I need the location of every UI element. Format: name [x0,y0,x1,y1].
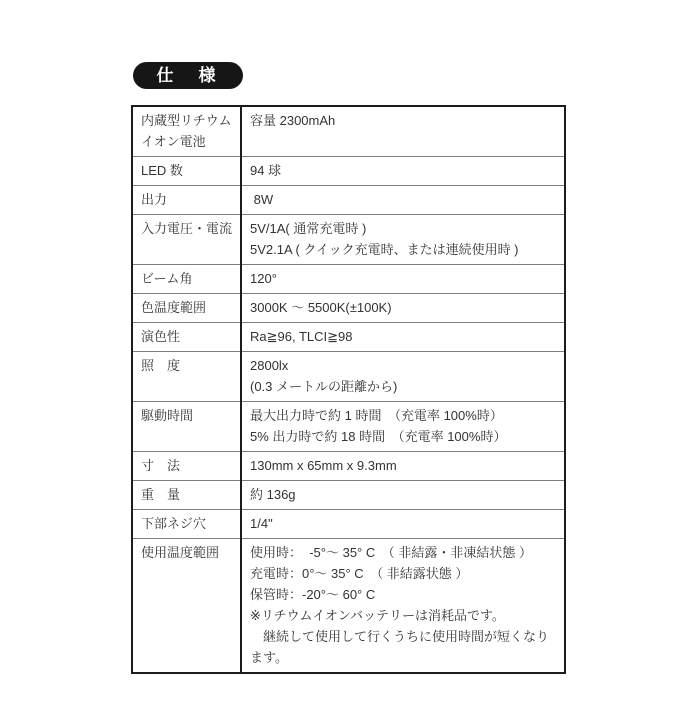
spec-value-line: 8W [250,192,274,207]
spec-value-line: 約 136g [250,487,296,502]
spec-label-line: 演色性 [141,329,181,344]
spec-label-line: 色温度範囲 [141,300,207,315]
spec-label-line: 駆動時間 [141,408,194,423]
spec-value-line: Ra≧96, TLCI≧98 [250,329,353,344]
table-row [132,352,565,402]
spec-label-cell [132,186,241,215]
table-row [132,215,565,265]
spec-label-cell [132,352,241,402]
spec-value-line: 5V/1A( 通常充電時 ) [250,221,367,236]
spec-label-line: 照 度 [141,358,181,373]
spec-value-line: 2800lx [250,358,289,373]
spec-value-line: 94 球 [250,163,282,178]
spec-table-body [132,106,565,673]
spec-label-line: 寸 法 [141,458,181,473]
spec-value-line: 継続して使用して行くうちに使用時間が短くなります。 [250,629,550,665]
spec-label-line: 入力電圧・電流 [141,221,233,236]
spec-value-line: ※リチウムイオンバッテリーは消耗品です。 [250,608,505,623]
spec-label-cell [132,157,241,186]
table-row [132,186,565,215]
spec-value-cell [241,510,565,539]
spec-table [131,105,566,674]
spec-value-line: 容量 2300mAh [250,113,336,128]
spec-value-cell [241,352,565,402]
spec-value-line: 120° [250,271,277,286]
spec-table-container [131,105,566,674]
spec-value-cell [241,106,565,157]
table-row [132,452,565,481]
spec-value-cell [241,265,565,294]
spec-label-cell [132,510,241,539]
spec-value-line: 130mm x 65mm x 9.3mm [250,458,397,473]
spec-label-cell [132,539,241,674]
spec-label-cell [132,106,241,157]
spec-value-line: 5V2.1A ( クイック充電時、または連続使用時 ) [250,242,519,257]
spec-value-line: 1/4" [250,516,273,531]
spec-label-cell [132,294,241,323]
spec-value-line: 最大出力時で約 1 時間 （充電率 100%時） [250,408,503,423]
spec-label-line: ビーム角 [141,271,193,286]
spec-value-line: 3000K ～ 5500K(±100K) [250,300,392,315]
table-row [132,481,565,510]
spec-value-cell [241,323,565,352]
spec-label-cell [132,265,241,294]
spec-label-line: 出力 [141,192,168,207]
spec-label-line: 重 量 [141,487,181,502]
table-row [132,265,565,294]
spec-value-cell [241,215,565,265]
spec-label-line: LED 数 [141,163,183,178]
spec-title-badge: 仕 様 [133,62,243,89]
spec-label-cell [132,452,241,481]
table-row [132,323,565,352]
table-row [132,402,565,452]
spec-label-line: 使用温度範囲 [141,545,220,560]
spec-label-cell [132,215,241,265]
table-row [132,539,565,674]
spec-value-line: 保管時：-20°～ 60° C [250,587,376,602]
spec-value-cell [241,157,565,186]
spec-value-line: 充電時：0°～ 35° C （ 非結露状態 ） [250,566,469,581]
spec-value-line: (0.3 メートルの距離から) [250,379,398,394]
spec-value-cell [241,402,565,452]
spec-value-line: 使用時： -5°～ 35° C （ 非結露・非凍結状態 ） [250,545,532,560]
spec-label-line: 内蔵型リチウム [141,113,232,128]
spec-value-cell [241,186,565,215]
spec-label-cell [132,402,241,452]
spec-value-cell [241,294,565,323]
spec-label-cell [132,481,241,510]
spec-label-cell [132,323,241,352]
spec-value-line: 5% 出力時で約 18 時間 （充電率 100%時） [250,429,507,444]
spec-value-cell [241,452,565,481]
table-row [132,294,565,323]
spec-value-cell [241,539,565,674]
spec-label-line: イオン電池 [141,134,206,149]
table-row [132,157,565,186]
table-row [132,106,565,157]
spec-value-cell [241,481,565,510]
spec-label-line: 下部ネジ穴 [141,516,207,531]
table-row [132,510,565,539]
